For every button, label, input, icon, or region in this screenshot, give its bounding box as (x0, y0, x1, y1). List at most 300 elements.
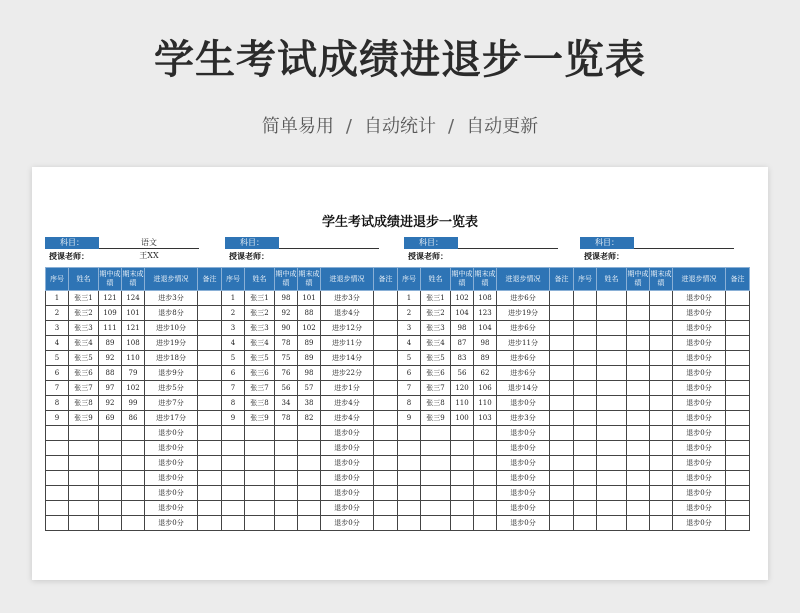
cell-final[interactable]: 79 (122, 366, 145, 381)
cell-change[interactable]: 进步3分 (145, 291, 198, 306)
cell-final[interactable] (474, 486, 497, 501)
teacher-value[interactable] (634, 250, 734, 261)
cell-final[interactable] (650, 486, 673, 501)
cell-midterm[interactable] (627, 501, 650, 516)
cell-name[interactable] (597, 351, 627, 366)
cell-final[interactable]: 88 (298, 306, 321, 321)
cell-index[interactable] (574, 471, 597, 486)
cell-index[interactable] (398, 516, 421, 531)
cell-name[interactable]: 张三6 (421, 366, 451, 381)
cell-final[interactable]: 57 (298, 381, 321, 396)
cell-name[interactable]: 张三3 (421, 321, 451, 336)
cell-change[interactable]: 退步0分 (321, 426, 374, 441)
cell-name[interactable]: 张三1 (421, 291, 451, 306)
cell-remark[interactable] (550, 426, 574, 441)
cell-index[interactable] (398, 486, 421, 501)
cell-change[interactable]: 进步7分 (145, 396, 198, 411)
cell-midterm[interactable]: 89 (99, 336, 122, 351)
cell-remark[interactable] (374, 456, 398, 471)
cell-remark[interactable] (198, 456, 222, 471)
cell-final[interactable]: 98 (474, 336, 497, 351)
cell-midterm[interactable]: 111 (99, 321, 122, 336)
cell-final[interactable]: 89 (298, 336, 321, 351)
cell-remark[interactable] (198, 321, 222, 336)
cell-change[interactable]: 退步0分 (321, 441, 374, 456)
cell-midterm[interactable] (99, 441, 122, 456)
cell-final[interactable]: 110 (474, 396, 497, 411)
cell-midterm[interactable] (275, 456, 298, 471)
cell-index[interactable]: 3 (398, 321, 421, 336)
cell-remark[interactable] (726, 456, 750, 471)
cell-final[interactable] (650, 351, 673, 366)
cell-midterm[interactable]: 102 (451, 291, 474, 306)
cell-name[interactable] (597, 291, 627, 306)
cell-change[interactable]: 进步19分 (145, 336, 198, 351)
cell-midterm[interactable]: 69 (99, 411, 122, 426)
cell-final[interactable]: 102 (122, 381, 145, 396)
cell-index[interactable] (46, 486, 69, 501)
cell-remark[interactable] (198, 426, 222, 441)
cell-name[interactable]: 张三9 (245, 411, 275, 426)
cell-midterm[interactable] (451, 456, 474, 471)
cell-midterm[interactable]: 92 (99, 351, 122, 366)
cell-name[interactable]: 张三8 (421, 396, 451, 411)
cell-name[interactable] (245, 516, 275, 531)
cell-midterm[interactable] (275, 516, 298, 531)
cell-index[interactable] (574, 456, 597, 471)
cell-final[interactable] (650, 291, 673, 306)
cell-midterm[interactable] (275, 486, 298, 501)
cell-change[interactable]: 进步3分 (321, 291, 374, 306)
cell-index[interactable] (574, 411, 597, 426)
cell-remark[interactable] (198, 306, 222, 321)
cell-remark[interactable] (726, 291, 750, 306)
cell-name[interactable] (69, 471, 99, 486)
cell-midterm[interactable]: 87 (451, 336, 474, 351)
cell-midterm[interactable] (627, 366, 650, 381)
cell-change[interactable]: 退步0分 (497, 486, 550, 501)
subject-value[interactable] (458, 237, 558, 249)
cell-midterm[interactable] (627, 516, 650, 531)
cell-change[interactable]: 退步0分 (673, 456, 726, 471)
cell-remark[interactable] (374, 351, 398, 366)
cell-remark[interactable] (550, 396, 574, 411)
cell-midterm[interactable] (627, 306, 650, 321)
cell-final[interactable] (474, 471, 497, 486)
cell-remark[interactable] (726, 426, 750, 441)
cell-remark[interactable] (374, 441, 398, 456)
cell-midterm[interactable]: 78 (275, 336, 298, 351)
cell-final[interactable]: 123 (474, 306, 497, 321)
cell-change[interactable]: 退步0分 (497, 441, 550, 456)
cell-change[interactable]: 退步0分 (145, 456, 198, 471)
cell-midterm[interactable]: 120 (451, 381, 474, 396)
cell-remark[interactable] (198, 486, 222, 501)
cell-name[interactable] (69, 426, 99, 441)
cell-index[interactable]: 3 (46, 321, 69, 336)
cell-remark[interactable] (550, 366, 574, 381)
cell-change[interactable]: 进步17分 (145, 411, 198, 426)
cell-midterm[interactable]: 56 (451, 366, 474, 381)
cell-name[interactable]: 张三2 (421, 306, 451, 321)
cell-change[interactable]: 进步4分 (321, 411, 374, 426)
cell-change[interactable]: 退步0分 (321, 516, 374, 531)
cell-name[interactable]: 张三6 (69, 366, 99, 381)
cell-remark[interactable] (374, 471, 398, 486)
cell-remark[interactable] (726, 486, 750, 501)
cell-name[interactable] (421, 486, 451, 501)
cell-midterm[interactable] (627, 381, 650, 396)
cell-midterm[interactable] (627, 351, 650, 366)
cell-remark[interactable] (726, 366, 750, 381)
cell-name[interactable]: 张三6 (245, 366, 275, 381)
cell-midterm[interactable] (275, 441, 298, 456)
cell-index[interactable] (398, 471, 421, 486)
cell-remark[interactable] (374, 321, 398, 336)
cell-name[interactable]: 张三4 (69, 336, 99, 351)
cell-index[interactable] (46, 456, 69, 471)
cell-final[interactable]: 82 (298, 411, 321, 426)
cell-final[interactable]: 102 (298, 321, 321, 336)
cell-change[interactable]: 退步9分 (145, 366, 198, 381)
cell-midterm[interactable] (627, 321, 650, 336)
cell-final[interactable] (650, 501, 673, 516)
cell-index[interactable] (398, 501, 421, 516)
cell-name[interactable] (245, 486, 275, 501)
cell-final[interactable]: 38 (298, 396, 321, 411)
cell-final[interactable]: 121 (122, 321, 145, 336)
cell-midterm[interactable] (99, 456, 122, 471)
cell-final[interactable] (474, 426, 497, 441)
cell-remark[interactable] (726, 306, 750, 321)
cell-remark[interactable] (374, 411, 398, 426)
cell-change[interactable]: 退步0分 (673, 381, 726, 396)
cell-index[interactable]: 5 (222, 351, 245, 366)
cell-name[interactable] (597, 456, 627, 471)
cell-name[interactable] (597, 471, 627, 486)
cell-change[interactable]: 退步0分 (673, 396, 726, 411)
cell-remark[interactable] (550, 351, 574, 366)
cell-final[interactable] (650, 426, 673, 441)
cell-index[interactable] (46, 516, 69, 531)
cell-change[interactable]: 退步0分 (497, 471, 550, 486)
cell-change[interactable]: 进步6分 (497, 291, 550, 306)
cell-midterm[interactable] (451, 441, 474, 456)
cell-index[interactable] (222, 516, 245, 531)
cell-final[interactable] (650, 471, 673, 486)
cell-remark[interactable] (726, 351, 750, 366)
cell-final[interactable]: 104 (474, 321, 497, 336)
cell-name[interactable] (421, 471, 451, 486)
cell-index[interactable]: 2 (46, 306, 69, 321)
cell-midterm[interactable]: 56 (275, 381, 298, 396)
cell-change[interactable]: 退步0分 (673, 441, 726, 456)
cell-change[interactable]: 退步0分 (673, 366, 726, 381)
cell-name[interactable]: 张三5 (421, 351, 451, 366)
cell-change[interactable]: 退步0分 (673, 336, 726, 351)
cell-name[interactable] (69, 486, 99, 501)
cell-index[interactable] (574, 336, 597, 351)
cell-midterm[interactable]: 78 (275, 411, 298, 426)
cell-change[interactable]: 进步6分 (497, 351, 550, 366)
cell-change[interactable]: 退步0分 (673, 486, 726, 501)
cell-midterm[interactable] (451, 426, 474, 441)
cell-name[interactable] (597, 336, 627, 351)
cell-remark[interactable] (726, 336, 750, 351)
cell-midterm[interactable]: 98 (275, 291, 298, 306)
cell-name[interactable] (597, 306, 627, 321)
cell-change[interactable]: 退步14分 (497, 381, 550, 396)
cell-final[interactable]: 106 (474, 381, 497, 396)
cell-name[interactable] (245, 471, 275, 486)
cell-index[interactable] (46, 471, 69, 486)
cell-final[interactable] (650, 396, 673, 411)
cell-index[interactable]: 2 (398, 306, 421, 321)
cell-name[interactable]: 张三5 (245, 351, 275, 366)
cell-final[interactable] (650, 441, 673, 456)
cell-name[interactable] (245, 456, 275, 471)
cell-index[interactable] (574, 501, 597, 516)
cell-remark[interactable] (726, 396, 750, 411)
cell-final[interactable] (298, 441, 321, 456)
cell-remark[interactable] (198, 366, 222, 381)
teacher-value[interactable]: 王XX (139, 251, 159, 260)
cell-final[interactable] (298, 486, 321, 501)
cell-midterm[interactable]: 121 (99, 291, 122, 306)
cell-change[interactable]: 退步0分 (673, 351, 726, 366)
cell-name[interactable]: 张三3 (245, 321, 275, 336)
cell-midterm[interactable] (627, 441, 650, 456)
cell-midterm[interactable] (275, 501, 298, 516)
cell-final[interactable] (474, 516, 497, 531)
cell-index[interactable] (222, 471, 245, 486)
cell-index[interactable] (574, 396, 597, 411)
cell-remark[interactable] (726, 471, 750, 486)
cell-final[interactable]: 108 (474, 291, 497, 306)
cell-midterm[interactable]: 104 (451, 306, 474, 321)
subject-value[interactable] (279, 237, 379, 249)
cell-change[interactable]: 退步0分 (673, 306, 726, 321)
cell-final[interactable]: 124 (122, 291, 145, 306)
cell-midterm[interactable]: 92 (275, 306, 298, 321)
cell-remark[interactable] (550, 321, 574, 336)
cell-name[interactable]: 张三4 (421, 336, 451, 351)
cell-remark[interactable] (198, 381, 222, 396)
cell-remark[interactable] (726, 321, 750, 336)
cell-name[interactable] (421, 441, 451, 456)
cell-final[interactable] (650, 336, 673, 351)
cell-change[interactable]: 退步0分 (673, 291, 726, 306)
cell-midterm[interactable]: 88 (99, 366, 122, 381)
cell-midterm[interactable] (627, 471, 650, 486)
cell-remark[interactable] (374, 426, 398, 441)
cell-change[interactable]: 退步0分 (673, 471, 726, 486)
cell-remark[interactable] (550, 336, 574, 351)
cell-remark[interactable] (374, 381, 398, 396)
cell-index[interactable]: 5 (46, 351, 69, 366)
cell-midterm[interactable] (627, 396, 650, 411)
cell-remark[interactable] (550, 441, 574, 456)
cell-final[interactable]: 103 (474, 411, 497, 426)
cell-index[interactable]: 1 (46, 291, 69, 306)
cell-final[interactable] (474, 441, 497, 456)
cell-name[interactable]: 张三5 (69, 351, 99, 366)
cell-index[interactable] (574, 516, 597, 531)
cell-remark[interactable] (374, 336, 398, 351)
cell-midterm[interactable]: 90 (275, 321, 298, 336)
cell-name[interactable] (597, 441, 627, 456)
cell-name[interactable]: 张三8 (245, 396, 275, 411)
cell-index[interactable]: 3 (222, 321, 245, 336)
cell-remark[interactable] (550, 306, 574, 321)
cell-index[interactable]: 9 (222, 411, 245, 426)
cell-name[interactable]: 张三1 (245, 291, 275, 306)
cell-final[interactable] (650, 321, 673, 336)
cell-final[interactable] (122, 486, 145, 501)
cell-final[interactable]: 108 (122, 336, 145, 351)
cell-index[interactable]: 6 (222, 366, 245, 381)
cell-midterm[interactable] (627, 456, 650, 471)
cell-name[interactable] (597, 486, 627, 501)
cell-name[interactable] (245, 441, 275, 456)
cell-midterm[interactable]: 110 (451, 396, 474, 411)
cell-final[interactable] (122, 456, 145, 471)
cell-final[interactable] (650, 306, 673, 321)
cell-midterm[interactable]: 109 (99, 306, 122, 321)
cell-remark[interactable] (726, 441, 750, 456)
cell-midterm[interactable] (451, 486, 474, 501)
cell-final[interactable] (298, 501, 321, 516)
cell-final[interactable] (122, 426, 145, 441)
cell-index[interactable]: 6 (398, 366, 421, 381)
cell-index[interactable]: 5 (398, 351, 421, 366)
cell-final[interactable]: 99 (122, 396, 145, 411)
cell-change[interactable]: 退步0分 (497, 516, 550, 531)
cell-change[interactable]: 退步0分 (145, 501, 198, 516)
cell-midterm[interactable]: 75 (275, 351, 298, 366)
cell-change[interactable]: 退步0分 (321, 456, 374, 471)
cell-change[interactable]: 退步0分 (673, 321, 726, 336)
cell-final[interactable] (298, 456, 321, 471)
cell-remark[interactable] (198, 351, 222, 366)
cell-remark[interactable] (374, 501, 398, 516)
cell-index[interactable]: 8 (46, 396, 69, 411)
cell-index[interactable] (574, 306, 597, 321)
cell-index[interactable] (46, 426, 69, 441)
cell-midterm[interactable] (627, 486, 650, 501)
cell-final[interactable] (650, 516, 673, 531)
cell-remark[interactable] (550, 471, 574, 486)
cell-final[interactable] (650, 411, 673, 426)
cell-change[interactable]: 退步0分 (145, 471, 198, 486)
cell-midterm[interactable] (627, 291, 650, 306)
cell-change[interactable]: 退步0分 (497, 396, 550, 411)
cell-index[interactable]: 7 (222, 381, 245, 396)
cell-name[interactable] (597, 411, 627, 426)
cell-name[interactable] (597, 426, 627, 441)
cell-remark[interactable] (726, 501, 750, 516)
cell-midterm[interactable] (99, 426, 122, 441)
cell-remark[interactable] (198, 471, 222, 486)
cell-index[interactable] (222, 426, 245, 441)
cell-change[interactable]: 进步6分 (497, 366, 550, 381)
teacher-value[interactable] (279, 250, 379, 261)
cell-remark[interactable] (550, 381, 574, 396)
cell-midterm[interactable] (99, 501, 122, 516)
cell-final[interactable] (122, 501, 145, 516)
cell-name[interactable]: 张三2 (245, 306, 275, 321)
cell-midterm[interactable] (99, 471, 122, 486)
cell-final[interactable] (122, 516, 145, 531)
cell-remark[interactable] (198, 516, 222, 531)
cell-change[interactable]: 退步4分 (321, 306, 374, 321)
cell-index[interactable]: 4 (222, 336, 245, 351)
cell-midterm[interactable] (627, 336, 650, 351)
cell-remark[interactable] (726, 516, 750, 531)
cell-midterm[interactable] (451, 516, 474, 531)
cell-change[interactable]: 退步0分 (673, 501, 726, 516)
cell-remark[interactable] (198, 336, 222, 351)
cell-final[interactable]: 86 (122, 411, 145, 426)
cell-index[interactable] (574, 381, 597, 396)
cell-final[interactable]: 89 (474, 351, 497, 366)
cell-change[interactable]: 退步0分 (497, 456, 550, 471)
cell-index[interactable] (574, 351, 597, 366)
cell-change[interactable]: 退步0分 (145, 516, 198, 531)
cell-index[interactable] (574, 441, 597, 456)
cell-change[interactable]: 进步14分 (321, 351, 374, 366)
cell-midterm[interactable]: 97 (99, 381, 122, 396)
cell-change[interactable]: 进步11分 (497, 336, 550, 351)
cell-remark[interactable] (198, 411, 222, 426)
cell-index[interactable] (398, 441, 421, 456)
cell-index[interactable]: 7 (46, 381, 69, 396)
cell-remark[interactable] (198, 501, 222, 516)
cell-index[interactable] (398, 426, 421, 441)
cell-remark[interactable] (374, 516, 398, 531)
cell-change[interactable]: 进步18分 (145, 351, 198, 366)
cell-name[interactable] (597, 516, 627, 531)
cell-name[interactable] (421, 456, 451, 471)
cell-final[interactable]: 101 (298, 291, 321, 306)
cell-midterm[interactable]: 83 (451, 351, 474, 366)
cell-name[interactable] (597, 396, 627, 411)
cell-remark[interactable] (374, 486, 398, 501)
cell-final[interactable] (650, 381, 673, 396)
cell-final[interactable]: 89 (298, 351, 321, 366)
cell-midterm[interactable]: 98 (451, 321, 474, 336)
cell-index[interactable] (222, 486, 245, 501)
cell-midterm[interactable] (451, 471, 474, 486)
cell-remark[interactable] (198, 441, 222, 456)
cell-name[interactable] (69, 501, 99, 516)
cell-change[interactable]: 退步0分 (145, 426, 198, 441)
cell-name[interactable]: 张三7 (245, 381, 275, 396)
cell-index[interactable] (574, 486, 597, 501)
cell-index[interactable] (46, 441, 69, 456)
cell-midterm[interactable] (99, 486, 122, 501)
cell-name[interactable] (597, 381, 627, 396)
cell-index[interactable]: 7 (398, 381, 421, 396)
teacher-value[interactable] (458, 250, 558, 261)
cell-midterm[interactable] (451, 501, 474, 516)
cell-index[interactable] (398, 456, 421, 471)
cell-midterm[interactable]: 100 (451, 411, 474, 426)
cell-change[interactable]: 退步0分 (321, 471, 374, 486)
cell-remark[interactable] (374, 396, 398, 411)
cell-change[interactable]: 退步0分 (673, 411, 726, 426)
cell-midterm[interactable]: 34 (275, 396, 298, 411)
